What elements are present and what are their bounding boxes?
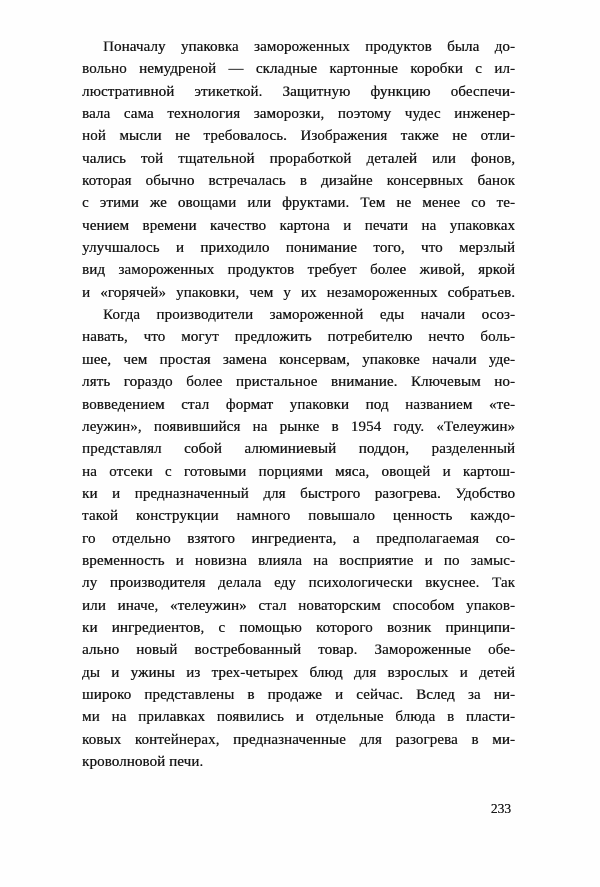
text-line: ми на прилавках появились и отдельные блюда в пласти- (82, 709, 515, 726)
text-line: кроволновой печи. (82, 754, 204, 770)
text-line: навать, что могут предложить потребителю нечто боль- (82, 329, 515, 346)
text-line: Когда производители замороженной еды начали осоз- (103, 307, 515, 324)
paragraph (82, 36, 515, 304)
text-line: леужин», появившийся на рынке в 1954 году. «Телеужин» (82, 418, 515, 435)
text-line: вала сама технология заморозки, поэтому чудес инженер- (82, 106, 515, 123)
text-line: ально новый востребованный товар. Замороженные обе- (82, 642, 515, 659)
text-line: ды и ужины из трех-четырех блюд для взрослых и детей (82, 664, 515, 681)
text-line: такой конструкции намного повышало ценность каждо- (82, 508, 515, 525)
text-line: и «горячей» упаковки, чем у их незамороженных собратьев. (82, 284, 515, 301)
text-line: представлял собой алюминиевый поддон, разделенный (82, 441, 515, 458)
text-line: или иначе, «телеужин» стал новаторским способом упаков- (82, 597, 515, 614)
text-line: с этими же овощами или фруктами. Тем не менее со те- (82, 195, 515, 212)
text-block (82, 36, 515, 773)
paragraph (82, 304, 515, 773)
text-line: Поначалу упаковка замороженных продуктов была до- (103, 39, 515, 55)
text-line: го отдельно взятого ингредиента, а предполагаемая со- (82, 530, 515, 547)
text-line: на отсеки с готовыми порциями мяса, овощей и картош- (82, 463, 515, 480)
text-line: ной мысли не требовалось. Изображения также не отли- (82, 128, 515, 145)
text-line: ки ингредиентов, с помощью которого возник принципи- (82, 619, 515, 636)
text-line: вовведением стал формат упаковки под названием «те- (82, 396, 515, 413)
text-line: вольно немудреной — складные картонные коробки с ил- (82, 61, 515, 78)
text-line: люстративной этикеткой. Защитную функцию обеспечи- (82, 83, 515, 100)
text-line: временность и новизна влияла на восприятие и по замыс- (82, 552, 515, 569)
text-line: ки и предназначенный для быстрого разогрева. Удобство (82, 485, 515, 502)
text-line: лу производителя делала еду психологически вкуснее. Так (82, 575, 515, 592)
text-line: шее, чем простая замена консервам, упаковке начали уде- (82, 351, 515, 368)
page-number: 233 (490, 801, 511, 816)
text-line: вид замороженных продуктов требует более живой, яркой (82, 262, 515, 279)
text-line: которая обычно встречалась в дизайне консервных банок (82, 173, 515, 190)
text-line: лять гораздо более пристальное внимание. Ключевым но- (82, 374, 515, 391)
text-line: ковых контейнерах, предназначенные для разогрева в ми- (82, 731, 515, 748)
text-line: чением времени качество картона и печати на упаковках (82, 217, 515, 234)
text-line: улучшалось и приходило понимание того, что мерзлый (82, 240, 515, 257)
text-line: широко представлены в продаже и сейчас. Вслед за ни- (82, 686, 515, 703)
text-line: чались той тщательной проработкой деталей или фонов, (82, 150, 515, 167)
